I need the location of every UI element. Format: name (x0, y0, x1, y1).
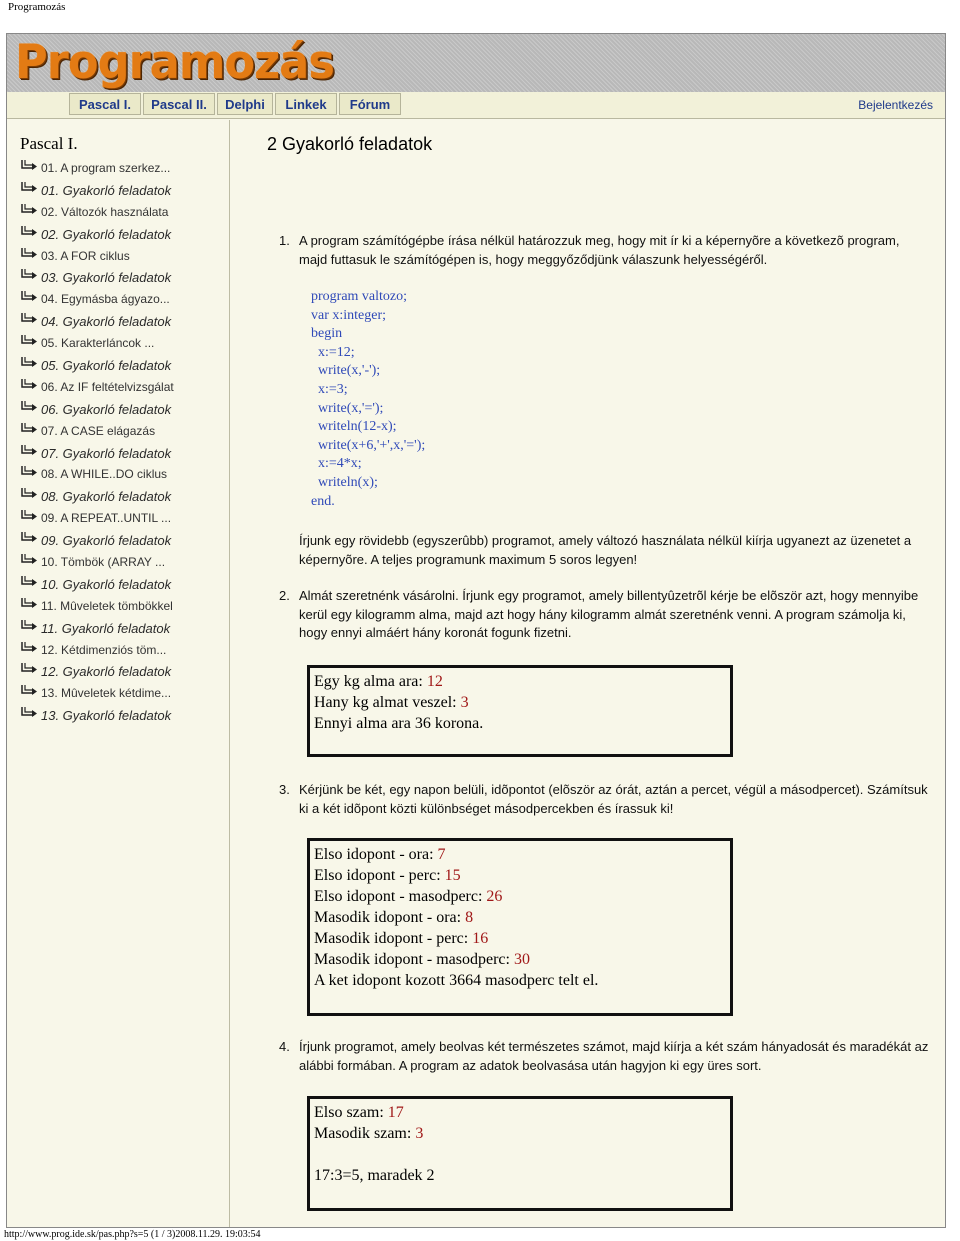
output-text: Elso szam: (314, 1104, 388, 1121)
arrow-down-right-icon (19, 267, 41, 289)
arrow-down-right-icon (19, 464, 41, 486)
output-line (314, 844, 730, 865)
arrow-down-right-icon (19, 202, 41, 224)
arrow-down-right-icon (19, 224, 41, 246)
sidebar-item-label: 02. Változók használata (41, 204, 169, 219)
sidebar-item-label: 06. Az IF feltételvizsgálat (41, 379, 174, 394)
sidebar-item-label: 09. Gyakorló feladatok (41, 533, 172, 549)
code-line: var x:integer; (311, 307, 387, 323)
sidebar-item-label: 07. Gyakorló feladatok (41, 445, 172, 461)
output-text: 17:3=5, maradek 2 (314, 1167, 435, 1184)
output-value: 15 (444, 867, 461, 884)
code-line: program valtozo; (311, 289, 408, 304)
arrow-down-right-icon (19, 705, 41, 727)
code-line: writeln(12-x); (311, 419, 397, 435)
sidebar-item[interactable] (19, 574, 174, 596)
sidebar-item-label: 12. Kétdimenziós töm... (41, 642, 167, 657)
task-3 (279, 781, 931, 818)
sidebar-item[interactable] (19, 596, 174, 618)
sidebar-item[interactable] (19, 464, 174, 486)
output-line (314, 1102, 730, 1123)
output-text: Elso idopont - masodperc: (314, 888, 487, 905)
output-line (314, 713, 730, 734)
arrow-down-right-icon (19, 333, 41, 355)
sidebar-item-label: 01. Gyakorló feladatok (41, 182, 172, 198)
sidebar-item-label: 04. Egymásba ágyazo... (41, 292, 170, 307)
sidebar-item-label: 03. A FOR ciklus (41, 248, 130, 263)
site-banner (7, 34, 945, 93)
sidebar-menu (19, 158, 174, 727)
sidebar-item-label: 10. Gyakorló feladatok (41, 576, 172, 592)
sidebar-item[interactable] (19, 377, 174, 399)
sidebar-item[interactable] (19, 661, 174, 683)
output-text: Masodik szam: (314, 1125, 416, 1142)
page-title: 2 Gyakorló feladatok (267, 134, 433, 154)
output-line (314, 970, 730, 991)
arrow-down-right-icon (19, 618, 41, 640)
arrow-down-right-icon (19, 574, 41, 596)
nav-delphi[interactable]: Delphi (217, 93, 273, 115)
output-line (314, 1165, 730, 1186)
output-value: 26 (486, 888, 503, 905)
sidebar-item-label: 11. Gyakorló feladatok (41, 620, 171, 636)
nav-forum[interactable]: Fórum (339, 93, 401, 115)
sidebar-item-label: 08. A WHILE..DO ciklus (41, 467, 168, 482)
arrow-down-right-icon (19, 443, 41, 465)
sidebar-item[interactable] (19, 443, 174, 465)
output-value: 16 (472, 930, 489, 947)
task-text: Kérjünk be két, egy napon belüli, idõpontot (elõször az órát, aztán a percet, végül a másodpercet). Számítsuk ki a két idõpont közti különbséget másodpercekben és írassuk ki! (299, 782, 928, 816)
sidebar-title: Pascal I. (20, 134, 78, 153)
arrow-down-right-icon (19, 158, 41, 180)
arrow-down-right-icon (19, 640, 41, 662)
sidebar-item-label: 11. Mûveletek tömbökkel (41, 598, 173, 613)
sidebar-item-label: 12. Gyakorló feladatok (41, 664, 172, 680)
arrow-down-right-icon (19, 180, 41, 202)
output-value: 8 (465, 909, 474, 926)
sidebar-item-label: 02. Gyakorló feladatok (41, 226, 172, 242)
arrow-down-right-icon (19, 311, 41, 333)
sidebar-item[interactable] (19, 224, 174, 246)
site-frame (6, 33, 946, 1228)
output-value: 30 (513, 951, 530, 968)
sidebar-item[interactable] (19, 180, 174, 202)
nav-pascal-1[interactable]: Pascal I. (69, 93, 141, 115)
output-line (314, 949, 730, 970)
sidebar-item-label: 09. A REPEAT..UNTIL ... (41, 511, 172, 526)
sidebar-item-label: 04. Gyakorló feladatok (41, 314, 172, 330)
task-text: Almát szeretnénk vásárolni. Írjunk egy programot, amely billentyûzetrõl kérje be elõször azt, hogy mennyibe kerül egy kilogramm alma, majd azt hogy hány kilogramm almát szeretnénk venni. A program számolja ki, hogy ennyi almáért hány koronát fogunk fizetni. (299, 588, 919, 640)
code-listing (311, 288, 425, 511)
code-line: begin (311, 326, 343, 342)
output-value: 17 (387, 1104, 404, 1121)
code-line: x:=4*x; (311, 456, 362, 472)
output-text: A ket idopont kozott 3664 masodperc telt el. (314, 972, 599, 989)
task-number: 1. (279, 233, 290, 248)
sidebar-item[interactable] (19, 486, 174, 508)
code-line: x:=12; (311, 344, 355, 360)
sidebar-item[interactable] (19, 399, 174, 421)
sidebar-item-label: 06. Gyakorló feladatok (41, 401, 172, 417)
arrow-down-right-icon (19, 661, 41, 683)
output-text: Masodik idopont - perc: (314, 930, 473, 947)
code-line: writeln(x); (311, 474, 378, 490)
output-line (314, 907, 730, 928)
sidebar-item[interactable] (19, 508, 174, 530)
task-text: A program számítógépbe írása nélkül határozzuk meg, hogy mit ír ki a képernyõre a következõ program, majd futtasuk le számítógépen is, hogy meggyőződjünk válaszunk helyességéről. (299, 233, 900, 267)
output-line (314, 886, 730, 907)
sidebar-item[interactable] (19, 333, 174, 355)
arrow-down-right-icon (19, 246, 41, 268)
print-header-title: Programozás (8, 1, 66, 13)
code-line: end. (311, 493, 335, 509)
code-line: x:=3; (311, 381, 348, 397)
sidebar-item[interactable] (19, 355, 174, 377)
arrow-down-right-icon (19, 355, 41, 377)
arrow-down-right-icon (19, 683, 41, 705)
code-line: write(x+6,'+',x,'='); (311, 437, 426, 453)
arrow-down-right-icon (19, 552, 41, 574)
output-text: Egy kg alma ara: (314, 673, 427, 690)
site-logo[interactable]: Programozás (15, 35, 334, 90)
sidebar-item-label: 05. Gyakorló feladatok (41, 358, 172, 374)
output-line (314, 692, 730, 713)
output-text: Masodik idopont - ora: (314, 909, 466, 926)
code-line: write(x,'-'); (311, 363, 381, 379)
task-text: Írjunk programot, amely beolvas két természetes számot, majd kiírja a két szám hányadosát és maradékát az alábbi formában. A program az adatok beolvasása után hagyjon ki egy üres sort. (299, 1039, 929, 1073)
sidebar-item[interactable] (19, 530, 174, 552)
sidebar-item[interactable] (19, 158, 174, 180)
task-number: 4. (279, 1039, 290, 1054)
output-text: Masodik idopont - masodperc: (314, 951, 514, 968)
output-text: Elso idopont - perc: (314, 867, 445, 884)
task-number: 2. (279, 588, 290, 603)
arrow-down-right-icon (19, 486, 41, 508)
sidebar-item-label: 10. Tömbök (ARRAY ... (41, 555, 166, 570)
sidebar-item-label: 01. A program szerkez... (41, 161, 171, 175)
output-line (314, 865, 730, 886)
task-number: 3. (279, 782, 290, 797)
top-navigation (7, 92, 945, 119)
output-example-box (307, 1096, 733, 1211)
sidebar-item-label: 05. Karakterláncok ... (41, 336, 155, 351)
output-text: Hany kg almat veszel: (314, 694, 461, 711)
nav-linkek[interactable]: Linkek (275, 93, 337, 115)
sidebar-item[interactable] (19, 289, 174, 311)
task-4 (279, 1038, 931, 1075)
sidebar (7, 120, 230, 1227)
output-line (314, 928, 730, 949)
sidebar-item-label: 13. Mûveletek kétdime... (41, 686, 172, 701)
output-value: 7 (437, 846, 446, 863)
output-value: 12 (426, 673, 443, 690)
print-footer-url: http://www.prog.ide.sk/pas.php?s=5 (1 / 3)2008.11.29. 19:03:54 (4, 1229, 261, 1240)
task-1 (279, 232, 931, 269)
task-1-followup (279, 532, 931, 569)
output-text: Elso idopont - ora: (314, 846, 438, 863)
sidebar-item[interactable] (19, 705, 174, 727)
output-line (314, 1144, 730, 1165)
output-line (314, 671, 730, 692)
task-text: Írjunk egy rövidebb (egyszerûbb) programot, amely változó használata nélkül kiírja ugyanezt az üzenetet a képernyõre. A teljes programunk maximum 5 soros legyen! (299, 533, 912, 567)
output-line (314, 1123, 730, 1144)
sidebar-item-label: 13. Gyakorló feladatok (41, 708, 172, 724)
arrow-down-right-icon (19, 596, 41, 618)
sidebar-item[interactable] (19, 267, 174, 289)
output-text: Ennyi alma ara 36 korona. (314, 715, 484, 732)
arrow-down-right-icon (19, 399, 41, 421)
arrow-down-right-icon (19, 377, 41, 399)
sidebar-item[interactable] (19, 246, 174, 268)
sidebar-item[interactable] (19, 421, 174, 443)
nav-pascal-2[interactable]: Pascal II. (143, 93, 215, 115)
output-value: 3 (415, 1125, 424, 1142)
arrow-down-right-icon (19, 289, 41, 311)
sidebar-item[interactable] (19, 683, 174, 705)
code-line: write(x,'='); (311, 400, 384, 416)
arrow-down-right-icon (19, 421, 41, 443)
sidebar-item[interactable] (19, 552, 174, 574)
login-link[interactable]: Bejelentkezés (858, 98, 933, 112)
output-example-box (307, 838, 733, 1016)
task-2 (279, 587, 931, 643)
output-value: 3 (460, 694, 469, 711)
output-example-box (307, 665, 733, 757)
sidebar-item-label: 07. A CASE elágazás (41, 423, 156, 438)
sidebar-item[interactable] (19, 618, 174, 640)
sidebar-item[interactable] (19, 640, 174, 662)
arrow-down-right-icon (19, 530, 41, 552)
sidebar-item[interactable] (19, 202, 174, 224)
sidebar-item[interactable] (19, 311, 174, 333)
arrow-down-right-icon (19, 508, 41, 530)
sidebar-item-label: 03. Gyakorló feladatok (41, 270, 172, 286)
sidebar-item-label: 08. Gyakorló feladatok (41, 489, 172, 505)
